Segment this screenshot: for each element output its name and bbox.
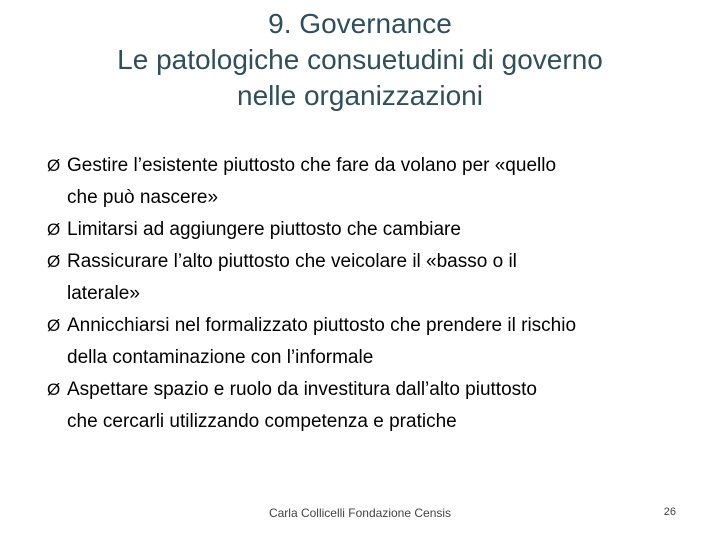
bullet-item xyxy=(47,374,687,438)
title-line: nelle organizzazioni xyxy=(237,80,483,111)
bullet-item xyxy=(47,310,687,374)
page-number: 26 xyxy=(663,506,676,518)
bullet-list xyxy=(47,150,687,438)
bullet-item xyxy=(47,150,687,214)
bullet-item xyxy=(47,246,687,310)
title-line: Le patologiche consuetudini di governo xyxy=(117,44,603,75)
bullet-text-line: Rassicurare l’alto piuttosto che veicolare il «basso o il xyxy=(67,251,517,272)
bullet-text-line: Aspettare spazio e ruolo da investitura dall’alto piuttosto xyxy=(67,379,537,400)
slide-title xyxy=(30,6,690,114)
bullet-text-line: laterale» xyxy=(67,283,140,304)
arrow-bullet-icon: Ø xyxy=(47,156,61,175)
bullet-text-line: Limitarsi ad aggiungere piuttosto che cambiare xyxy=(67,219,461,240)
bullet-text-line: che cercarli utilizzando competenza e pratiche xyxy=(67,411,457,432)
arrow-bullet-icon: Ø xyxy=(47,252,61,271)
title-line: 9. Governance xyxy=(268,8,452,39)
bullet-text-line: della contaminazione con l’informale xyxy=(67,347,374,368)
arrow-bullet-icon: Ø xyxy=(47,380,61,399)
arrow-bullet-icon: Ø xyxy=(47,220,61,239)
bullet-text-line: Annicchiarsi nel formalizzato piuttosto che prendere il rischio xyxy=(67,315,577,336)
footer-author: Carla Collicelli Fondazione Censis xyxy=(268,506,452,520)
bullet-item xyxy=(47,214,687,246)
bullet-text-line: che può nascere» xyxy=(67,187,219,208)
arrow-bullet-icon: Ø xyxy=(47,316,61,335)
bullet-text-line: Gestire l’esistente piuttosto che fare da volano per «quello xyxy=(67,155,557,176)
